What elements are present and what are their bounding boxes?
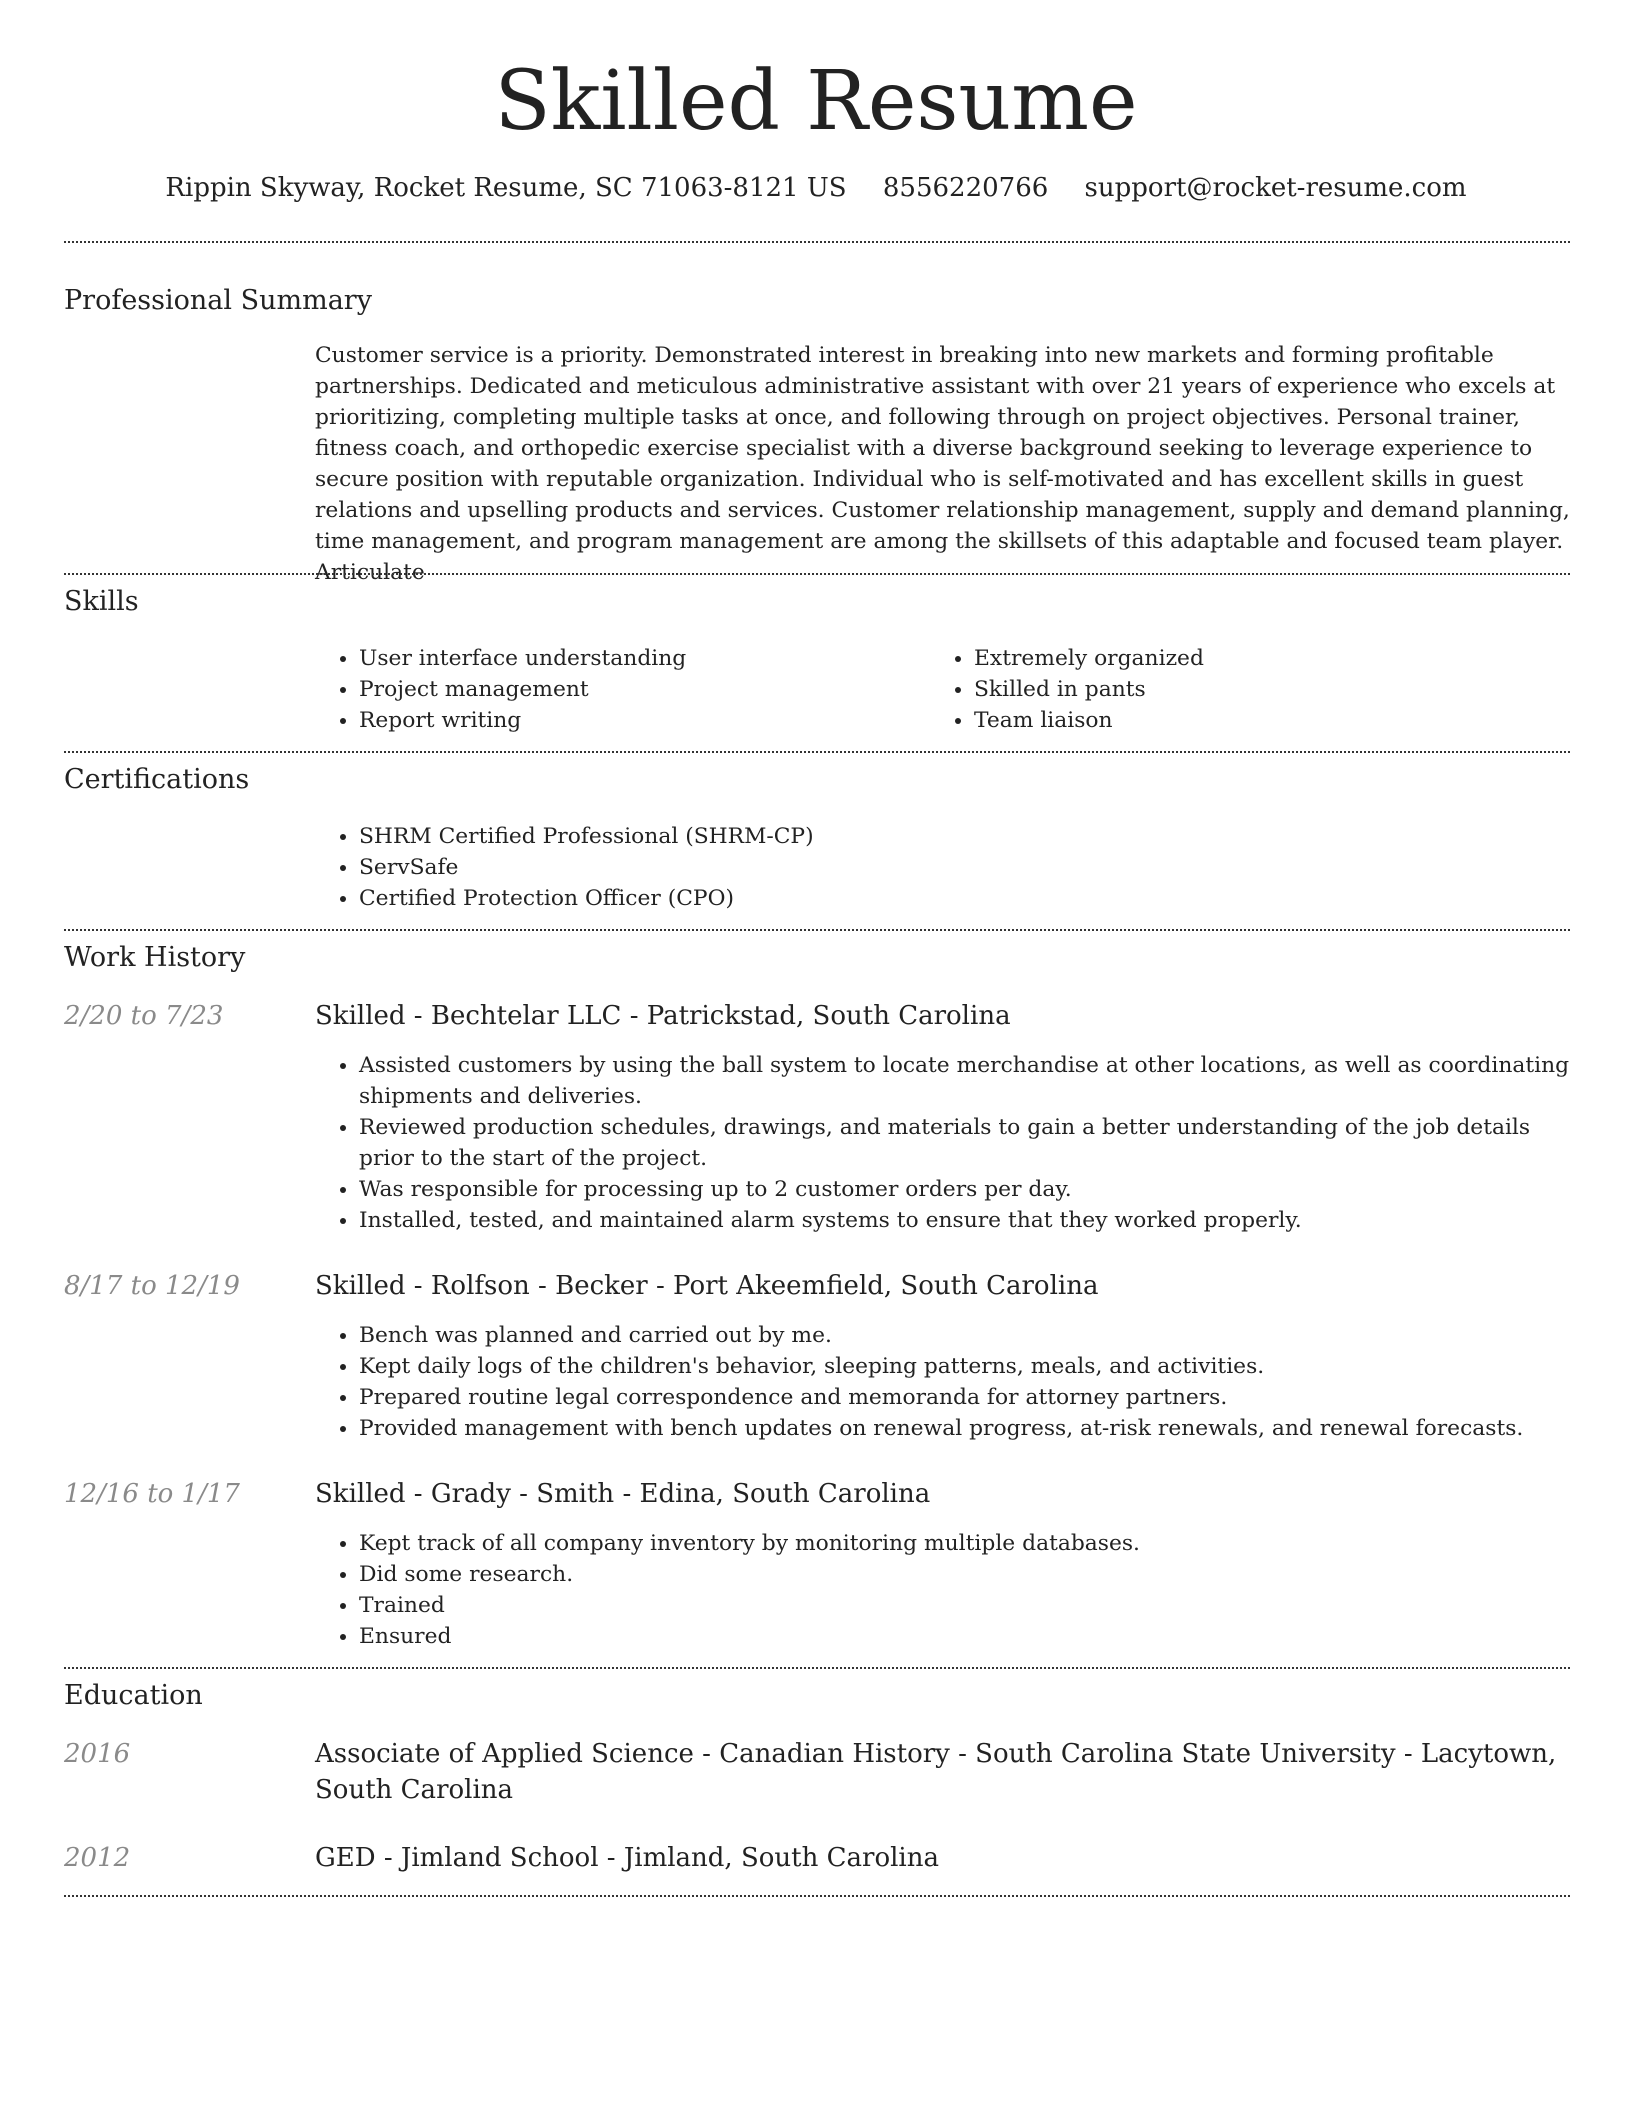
job-bullet: • Reviewed production schedules, drawings, and materials to gain a better understanding of the job details prior to the start of the project.: [359, 1112, 1570, 1174]
section-title-skills: Skills: [64, 586, 139, 617]
skills-list-right: [930, 643, 1204, 736]
section-divider: [64, 929, 1570, 931]
job-bullet: • Kept daily logs of the children's behavior, sleeping patterns, meals, and activities.: [359, 1351, 1570, 1382]
section-title-education: Education: [64, 1680, 203, 1711]
job-dates: 8/17 to 12/19: [64, 1271, 240, 1301]
section-divider: [64, 573, 1570, 575]
job-heading: Skilled - Bechtelar LLC - Patrickstad, South Carolina: [315, 1001, 1011, 1031]
skill-item: • Team liaison: [974, 705, 1204, 736]
contact-line: [0, 168, 1632, 208]
job-dates: 12/16 to 1/17: [64, 1479, 240, 1509]
job-bullets: [315, 1528, 1570, 1652]
job-bullet: • Ensured: [359, 1621, 1570, 1652]
job-heading: Skilled - Grady - Smith - Edina, South Carolina: [315, 1479, 931, 1509]
education-heading: GED - Jimland School - Jimland, South Carolina: [315, 1843, 939, 1873]
certifications-list: [315, 821, 814, 914]
skill-item: • Extremely organized: [974, 643, 1204, 674]
skill-item: • User interface understanding: [359, 643, 686, 674]
job-bullets: [315, 1050, 1570, 1236]
section-divider: [64, 1667, 1570, 1669]
education-year: 2012: [64, 1843, 131, 1873]
skills-list-left: [315, 643, 686, 736]
certification-item: • SHRM Certified Professional (SHRM-CP): [359, 821, 814, 852]
section-title-certifications: Certifications: [64, 764, 250, 795]
contact-address: Rippin Skyway, Rocket Resume, SC 71063-8121 US: [165, 173, 847, 203]
job-bullet: • Installed, tested, and maintained alarm systems to ensure that they worked properly.: [359, 1205, 1570, 1236]
job-bullet: • Kept track of all company inventory by monitoring multiple databases.: [359, 1528, 1570, 1559]
education-heading: Associate of Applied Science - Canadian History - South Carolina State University - Lacytown, South Carolina: [315, 1739, 1557, 1805]
skill-item: • Skilled in pants: [974, 674, 1204, 705]
certification-item: • ServSafe: [359, 852, 814, 883]
job-dates: 2/20 to 7/23: [64, 1001, 224, 1031]
section-divider: [64, 751, 1570, 753]
education-year: 2016: [64, 1739, 131, 1769]
job-heading: Skilled - Rolfson - Becker - Port Akeemfield, South Carolina: [315, 1271, 1099, 1301]
job-bullet: • Assisted customers by using the ball system to locate merchandise at other locations, as well as coordinating shipments and deliveries.: [359, 1050, 1570, 1112]
job-bullet: • Provided management with bench updates on renewal progress, at-risk renewals, and renewal forecasts.: [359, 1413, 1570, 1444]
section-divider: [64, 241, 1570, 243]
resume-name: Skilled Resume: [494, 54, 1138, 149]
job-bullet: • Was responsible for processing up to 2 customer orders per day.: [359, 1174, 1570, 1205]
skill-item: • Project management: [359, 674, 686, 705]
skill-item: • Report writing: [359, 705, 686, 736]
contact-email: support@rocket-resume.com: [1084, 173, 1467, 203]
certification-item: • Certified Protection Officer (CPO): [359, 883, 814, 914]
job-bullet: • Did some research.: [359, 1559, 1570, 1590]
contact-phone: 8556220766: [882, 173, 1049, 203]
job-bullet: • Bench was planned and carried out by me.: [359, 1320, 1570, 1351]
job-bullets: [315, 1320, 1570, 1444]
summary-text: Customer service is a priority. Demonstrated interest in breaking into new markets and forming profitable partnerships. Dedicated and meticulous administrative assistant with over 21 years of experience who excels at prioritizing, completing multiple tasks at once, and following through on project objectives. Personal trainer, fitness coach, and orthopedic exercise specialist with a diverse background seeking to leverage experience to secure position with reputable organization. Individual who is self-motivated and has excellent skills in guest relations and upselling products and services. Customer relationship management, supply and demand planning, time management, and program management are among the skillsets of this adaptable and focused team player. Articulate: [315, 343, 1570, 585]
job-bullet: • Trained: [359, 1590, 1570, 1621]
section-title-summary: Professional Summary: [64, 285, 372, 316]
job-bullet: • Prepared routine legal correspondence and memoranda for attorney partners.: [359, 1382, 1570, 1413]
section-divider: [64, 1895, 1570, 1897]
section-title-work: Work History: [64, 942, 246, 973]
